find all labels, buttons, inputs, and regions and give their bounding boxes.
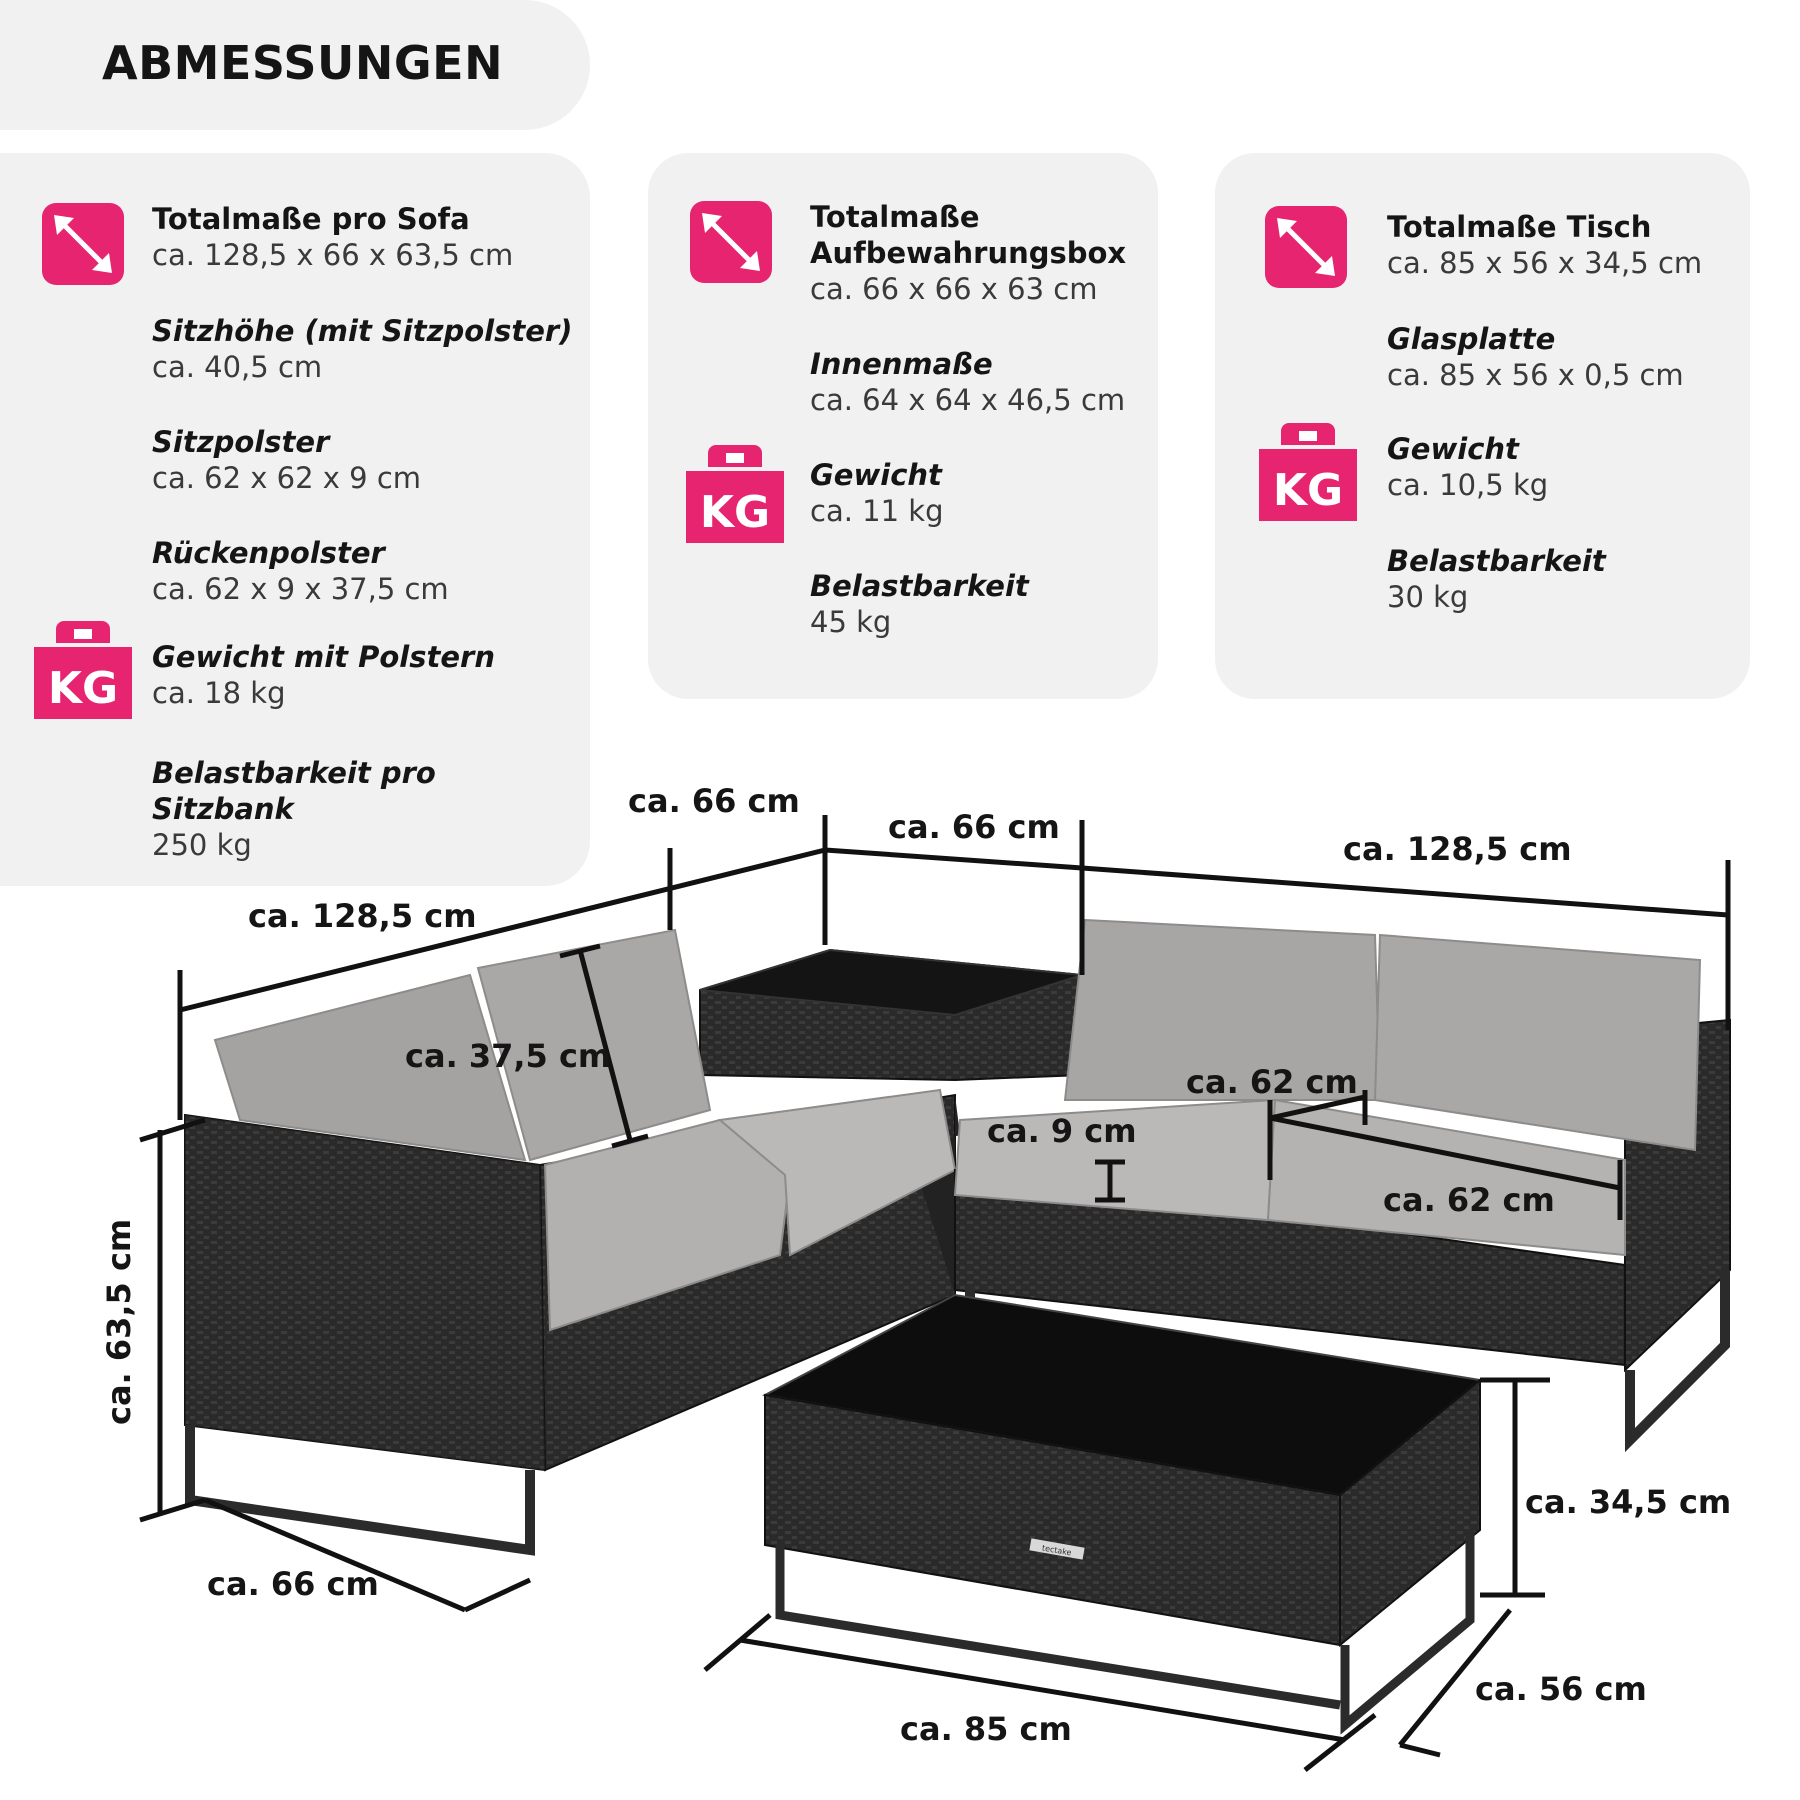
dim-label-box-width: ca. 66 cm (888, 808, 1060, 846)
spec-label: Sitzhöhe (mit Sitzpolster) (152, 314, 573, 348)
spec-value: 250 kg (152, 828, 252, 862)
spec-value: ca. 64 x 64 x 46,5 cm (810, 383, 1126, 417)
dim-tick (1400, 1745, 1440, 1755)
dim-label-box-depth: ca. 66 cm (628, 782, 800, 820)
spec-value: ca. 85 x 56 x 0,5 cm (1387, 358, 1684, 392)
dim-tick (1305, 1715, 1375, 1770)
dim-label-seat-cushion-width: ca. 62 cm (1186, 1063, 1358, 1101)
kg-text: KG (699, 487, 771, 538)
dim-label-table-depth: ca. 56 cm (1475, 1670, 1647, 1708)
brand-plate-text: tectake (1041, 1543, 1073, 1558)
spec-label: Belastbarkeit (810, 569, 1029, 603)
spec-label: Belastbarkeit (1387, 544, 1606, 578)
spec-label: Gewicht mit Polstern (152, 640, 495, 674)
dim-label-left-sofa-length: ca. 128,5 cm (248, 897, 477, 935)
dim-label-back-cushion-height: ca. 37,5 cm (405, 1037, 612, 1075)
spec-value: ca. 66 x 66 x 63 cm (810, 272, 1098, 306)
spec-value: ca. 62 x 9 x 37,5 cm (152, 572, 449, 606)
dim-tick (140, 1500, 205, 1520)
storage-box (700, 950, 1082, 1080)
dim-line-box-width (825, 850, 1082, 868)
dim-label-sofa-depth: ca. 66 cm (207, 1565, 379, 1603)
spec-value: ca. 11 kg (810, 494, 944, 528)
spec-value: ca. 18 kg (152, 676, 286, 710)
kg-text: KG (1272, 465, 1344, 516)
page-title: ABMESSUNGEN (102, 36, 504, 90)
spec-value: ca. 62 x 62 x 9 cm (152, 461, 422, 495)
dim-label-right-sofa-length: ca. 128,5 cm (1343, 830, 1572, 868)
spec-label: Belastbarkeit pro Sitzbank (152, 756, 436, 826)
spec-label: Innenmaße (810, 347, 993, 381)
spec-value: ca. 10,5 kg (1387, 468, 1549, 502)
dim-label-sofa-height: ca. 63,5 cm (100, 1218, 138, 1425)
spec-label: Rückenpolster (152, 536, 385, 570)
spec-value: ca. 128,5 x 66 x 63,5 cm (152, 238, 514, 272)
dim-label-cushion-thickness: ca. 9 cm (987, 1112, 1137, 1150)
spec-label: Glasplatte (1387, 322, 1556, 356)
dim-line-right-sofa (1082, 868, 1728, 915)
spec-label: Gewicht (810, 458, 942, 492)
spec-label: Totalmaße Aufbewahrungsbox (810, 200, 1127, 270)
spec-label: Gewicht (1387, 432, 1519, 466)
spec-label: Totalmaße pro Sofa (152, 202, 470, 236)
spec-label: Sitzpolster (152, 425, 330, 459)
spec-value: ca. 85 x 56 x 34,5 cm (1387, 246, 1703, 280)
spec-label: Totalmaße Tisch (1387, 210, 1652, 244)
spec-value: 45 kg (810, 605, 892, 639)
dim-label-seat-cushion-depth: ca. 62 cm (1383, 1181, 1555, 1219)
dim-label-table-length: ca. 85 cm (900, 1710, 1072, 1748)
spec-value: ca. 40,5 cm (152, 350, 323, 384)
dim-label-table-height: ca. 34,5 cm (1525, 1483, 1732, 1521)
kg-text: KG (47, 663, 119, 714)
spec-value: 30 kg (1387, 580, 1469, 614)
dim-tick (465, 1580, 530, 1610)
